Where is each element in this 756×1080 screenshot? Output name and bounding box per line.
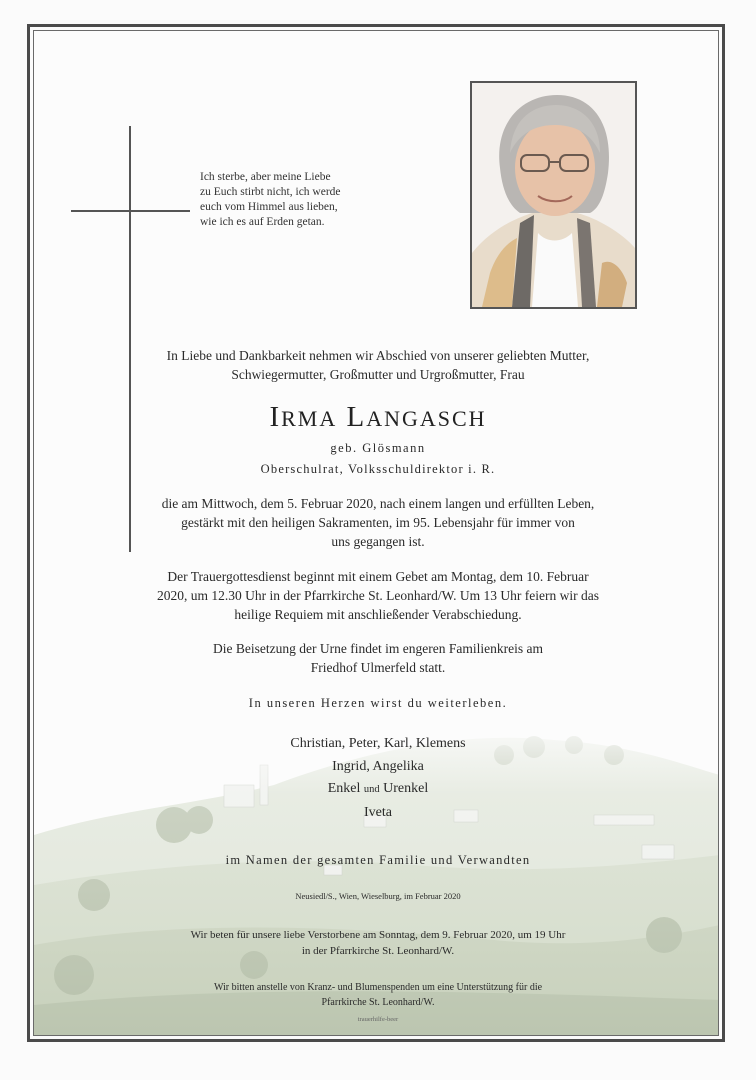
portrait-photo (470, 81, 637, 309)
service-line: 2020, um 12.30 Uhr in der Pfarrkirche St. Leonhard/W. Um 13 Uhr feiern wir das (157, 588, 599, 603)
deceased-name (60, 401, 696, 434)
funeral-service (60, 567, 696, 624)
mourner-urenkel: Urenkel (383, 781, 429, 796)
mourner-line: Christian, Peter, Karl, Klemens (290, 736, 466, 751)
mourner-line: Iveta (364, 804, 392, 820)
donation-line: Wir bitten anstelle von Kranz- und Blumenspenden um eine Unterstützung für die (213, 982, 543, 993)
mourner-line (60, 778, 696, 802)
quote-line: wie ich es auf Erden getan. (200, 216, 325, 228)
donation-notice (60, 980, 696, 1010)
mourner-enkel: Enkel (327, 781, 361, 796)
service-line: Der Trauergottesdienst beginnt mit einem Gebet am Montag, dem 10. Februar (167, 569, 589, 584)
name-rest: RMA (281, 406, 338, 431)
memorial-quote (200, 170, 375, 230)
motto: In unseren Herzen wirst du weiterleben. (248, 696, 508, 710)
burial-line: Friedhof Ulmerfeld statt. (310, 660, 446, 675)
place-date: Neusiedl/S., Wien, Wieselburg, im Februar 2020 (295, 891, 461, 901)
family-signature: im Namen der gesamten Familie und Verwandten (225, 853, 531, 867)
name-initial: L (346, 401, 367, 433)
prayer-line: in der Pfarrkirche St. Leonhard/W. (301, 945, 455, 957)
intro-text (60, 346, 696, 384)
burial-notice (60, 639, 696, 677)
mourner-und: und (363, 784, 380, 795)
printer-imprint: trauerhilfe-beer (357, 1016, 399, 1023)
quote-line: Ich sterbe, aber meine Liebe (200, 171, 331, 183)
prayer-line: Wir beten für unsere liebe Verstorbene am Sonntag, dem 9. Februar 2020, um 19 Uhr (190, 929, 566, 941)
maiden-name: geb. Glösmann (330, 441, 426, 455)
death-line: uns gegangen ist. (331, 534, 425, 549)
cross-vertical-bar (129, 126, 131, 552)
service-line: heilige Requiem mit anschließender Verabschiedung. (234, 607, 522, 622)
cross-horizontal-bar (71, 210, 190, 212)
mourners-list (60, 733, 696, 824)
name-initial: I (269, 401, 282, 433)
quote-line: euch vom Himmel aus lieben, (200, 201, 338, 213)
intro-line: In Liebe und Dankbarkeit nehmen wir Abschied von unserer geliebten Mutter, (166, 348, 590, 363)
intro-line: Schwiegermutter, Großmutter und Urgroßmutter, Frau (231, 367, 525, 382)
death-line: gestärkt mit den heiligen Sakramenten, im 95. Lebensjahr für immer von (181, 515, 575, 530)
death-notice (60, 494, 696, 551)
death-line: die am Mittwoch, dem 5. Februar 2020, nach einem langen und erfüllten Leben, (161, 496, 595, 511)
prayer-notice (60, 927, 696, 959)
burial-line: Die Beisetzung der Urne findet im engeren Familienkreis am (213, 641, 543, 656)
professional-title: Oberschulrat, Volksschuldirektor i. R. (260, 462, 496, 476)
donation-line: Pfarrkirche St. Leonhard/W. (321, 997, 435, 1008)
mourner-line: Ingrid, Angelika (332, 758, 424, 774)
name-rest: ANGASCH (366, 406, 487, 431)
quote-line: zu Euch stirbt nicht, ich werde (200, 186, 341, 198)
